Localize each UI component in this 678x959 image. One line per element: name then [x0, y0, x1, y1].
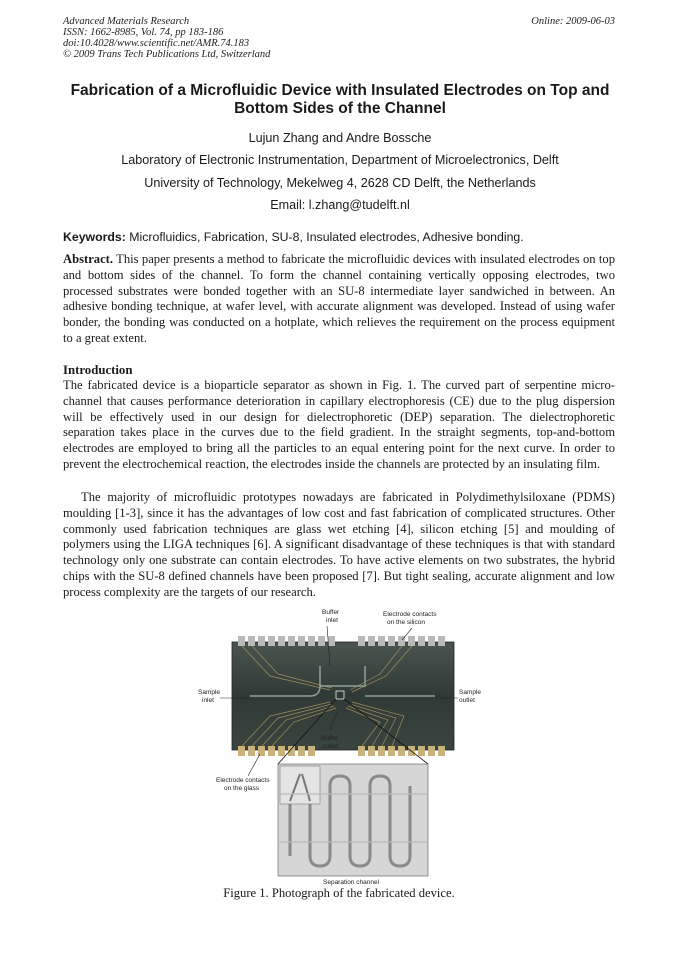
- journal-header: [63, 16, 270, 60]
- separation-channel-inset: [278, 764, 428, 876]
- electrode-si-label-1: Electrode contacts: [383, 611, 437, 618]
- separation-channel-label: Separation channel: [323, 879, 380, 886]
- affiliation-line-1: Laboratory of Electronic Instrumentation, Department of Microelectronics, Delft: [121, 153, 559, 167]
- device-photograph: [190, 606, 490, 890]
- issn: ISSN: 1662-8985, Vol. 74, pp 183-186: [63, 27, 224, 38]
- sample-outlet-label-2: outlet: [459, 697, 475, 704]
- journal-name: Advanced Materials Research: [63, 16, 190, 27]
- electrode-glass-label-2: on the glass: [224, 785, 260, 792]
- keywords-text: Microfluidics, Fabrication, SU-8, Insulated electrodes, Adhesive bonding.: [129, 230, 524, 244]
- intro-paragraph-2: The majority of microfluidic prototypes nowadays are fabricated in Polydimethylsiloxane (PDMS) moulding [1-3], since it has the advantages of low cost and fast fabrication of complicated structures. Other commonly used fabrication techniques are glass wet etching [4], silicon etching [5] and moulding of polymers using the LIGA techniques [6]. A significant disadvantage of these techniques is that with standard technology only one substrate can contain electrodes. To have active elements on two substrates, the hybrid chips with the SU-8 defined channels have been proposed [7]. But tight sealing, accurate alignment and low process complexity are the targets of our research.: [63, 490, 615, 599]
- intro-paragraph-1: The fabricated device is a bioparticle separator as shown in Fig. 1. The curved part of serpentine micro-channel that causes performance deterioration in capillary electrophoresis (CE) due to the plug dispersion will be effectively used in our design for dielectrophoretic (DEP) separation. The dielectrophoretic separation takes place in the curves due to the field gradient. In the straight segments, top-and-bottom electrodes are employed to bring all the particles to an equal entering point for the next curve. In order to prevent the electrochemical reaction, the electrodes inside the channels are protected by an insulating film.: [63, 378, 615, 471]
- doi: doi:10.4028/www.scientific.net/AMR.74.183: [63, 38, 250, 49]
- abstract-text: This paper presents a method to fabricate the microfluidic devices with insulated electrodes on top and bottom sides of the channel. To form the channel containing vertically opposing electrodes, two processed substrates were bonded together with an SU-8 intermediate layer sandwiched in between. An adhesive bonding technique, at wafer level, with accurate alignment was developed. Instead of using wafer bonder, the bonding was conducted on a hotplate, which relieves the requirement on the process equipment to a great extent.: [63, 252, 615, 345]
- authors: Lujun Zhang and Andre Bossche: [248, 131, 432, 145]
- figure-caption: Figure 1. Photograph of the fabricated device.: [223, 886, 455, 900]
- paper-title: Fabrication of a Microfluidic Device with Insulated Electrodes on Top and Bottom Sides of the Channel: [70, 82, 610, 117]
- abstract: [63, 252, 615, 347]
- introduction-heading: Introduction: [63, 363, 133, 377]
- copyright: © 2009 Trans Tech Publications Ltd, Switzerland: [63, 49, 271, 60]
- keywords-label: Keywords:: [63, 230, 126, 244]
- electrode-glass-label-1: Electrode contacts: [216, 777, 270, 784]
- chip-body: [232, 636, 454, 756]
- buffer-inlet-label-1: Buffer: [322, 609, 340, 616]
- sample-outlet-label-1: Sample: [459, 689, 482, 696]
- sample-inlet-label-2: inlet: [202, 697, 214, 704]
- buffer-outlet-label-1: Buffer: [321, 735, 339, 742]
- affiliation-line-2: University of Technology, Mekelweg 4, 2628 CD Delft, the Netherlands: [144, 176, 536, 190]
- online-date: Online: 2009-06-03: [531, 16, 615, 27]
- buffer-inlet-label-2: inlet: [326, 617, 338, 624]
- email: Email: l.zhang@tudelft.nl: [270, 198, 410, 212]
- sample-inlet-label-1: Sample: [198, 689, 221, 696]
- buffer-outlet-label-2: outlet: [322, 743, 338, 750]
- electrode-si-label-2: on the silicon: [387, 619, 425, 626]
- abstract-label: Abstract.: [63, 252, 114, 266]
- keywords: [63, 230, 524, 244]
